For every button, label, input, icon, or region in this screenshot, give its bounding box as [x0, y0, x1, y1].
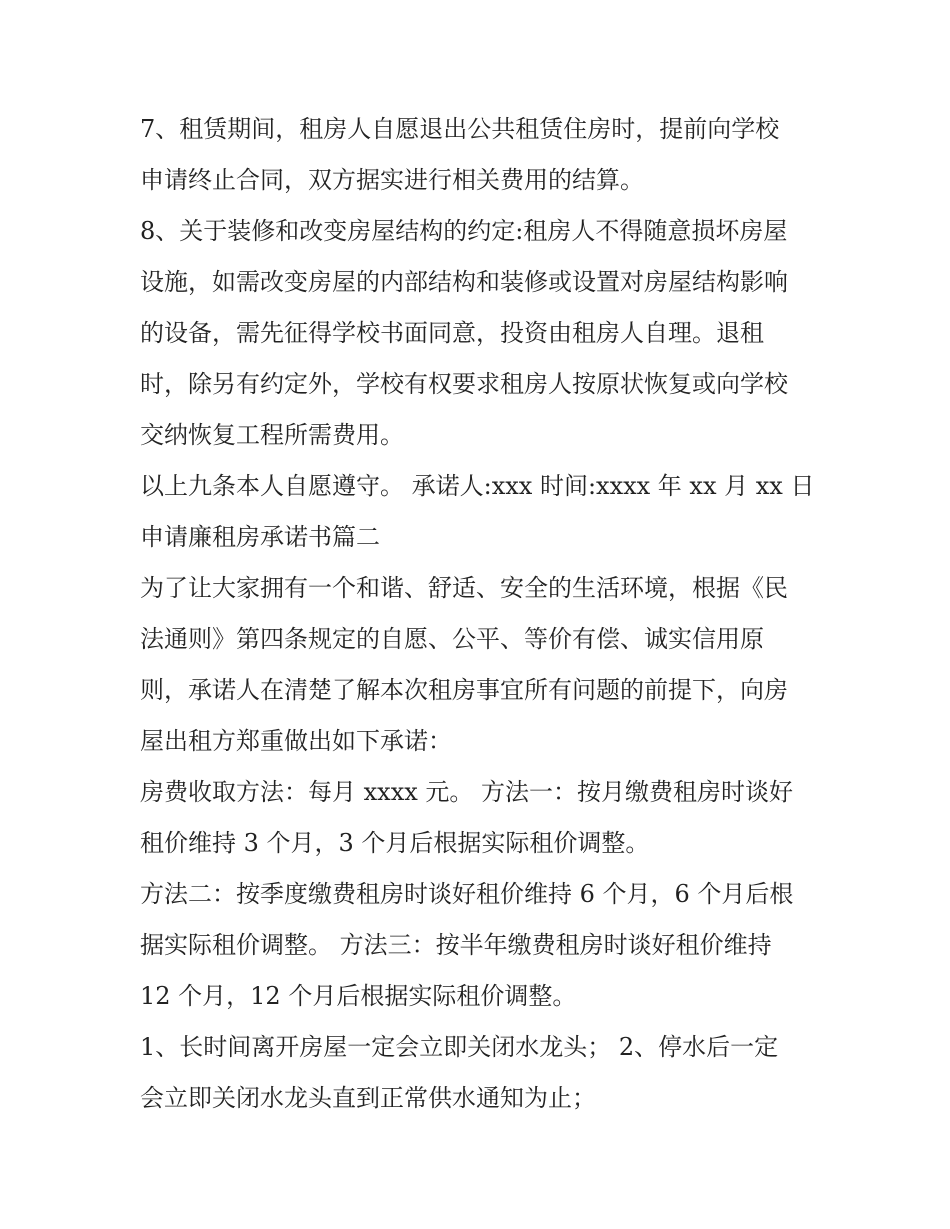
text-line: 时，除另有约定外，学校有权要求租房人按原状恢复或向学校: [140, 370, 788, 398]
text-line: 的设备，需先征得学校书面同意，投资由租房人自理。退租: [140, 319, 764, 347]
text-line: 方法二：按季度缴费租房时谈好租价维持 6 个月，6 个月后根: [140, 880, 794, 908]
text-line: 为了让大家拥有一个和谐、舒适、安全的生活环境，根据《民: [140, 574, 788, 602]
document-body: [140, 104, 830, 1124]
text-line: 1、长时间离开房屋一定会立即关闭水龙头； 2、停水后一定: [140, 1033, 779, 1061]
text-line: 则，承诺人在清楚了解本次租房事宜所有问题的前提下，向房: [140, 676, 788, 704]
text-line: 据实际租价调整。 方法三：按半年缴费租房时谈好租价维持: [140, 931, 772, 959]
text-line: 申请终止合同，双方据实进行相关费用的结算。: [140, 166, 644, 194]
text-line: 租价维持 3 个月，3 个月后根据实际租价调整。: [140, 829, 650, 857]
text-line: 设施，如需改变房屋的内部结构和装修或设置对房屋结构影响: [140, 268, 788, 296]
section-heading: 申请廉租房承诺书篇二: [140, 523, 380, 551]
text-line: 12 个月，12 个月后根据实际租价调整。: [140, 982, 577, 1010]
text-line: 交纳恢复工程所需费用。: [140, 421, 404, 449]
text-line: 7、租赁期间，租房人自愿退出公共租赁住房时，提前向学校: [140, 115, 780, 143]
text-line: 8、关于装修和改变房屋结构的约定:租房人不得随意损坏房屋: [140, 217, 788, 245]
text-line: 屋出租方郑重做出如下承诺：: [140, 727, 452, 755]
text-line: 会立即关闭水龙头直到正常供水通知为止；: [140, 1084, 596, 1112]
text-line: 法通则》第四条规定的自愿、公平、等价有偿、诚实信用原: [140, 625, 764, 653]
text-line: 以上九条本人自愿遵守。 承诺人:xxx 时间:xxxx 年 xx 月 xx 日: [140, 472, 815, 500]
text-line: 房费收取方法：每月 xxxx 元。 方法一：按月缴费租房时谈好: [140, 778, 794, 806]
